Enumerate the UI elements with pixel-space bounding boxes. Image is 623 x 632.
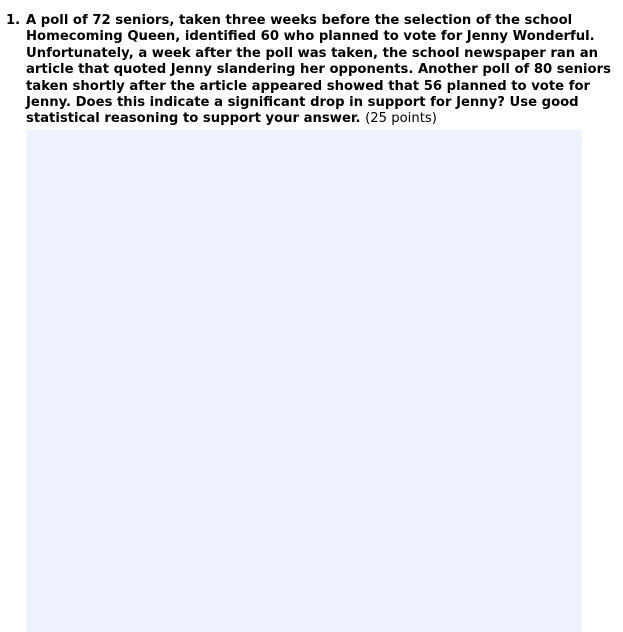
question-line: Homecoming Queen, identified 60 who planned to vote for Jenny Wonderful. <box>26 29 595 45</box>
question-line: statistical reasoning to support your answer. <box>26 111 361 127</box>
answer-input-area[interactable] <box>26 130 582 632</box>
question-block <box>6 13 618 128</box>
question-text <box>26 13 618 128</box>
question-points: (25 points) <box>365 111 437 127</box>
question-line: A poll of 72 seniors, taken three weeks before the selection of the school <box>26 13 573 28</box>
question-line: article that quoted Jenny slandering her opponents. Another poll of 80 seniors <box>26 62 611 78</box>
question-line: taken shortly after the article appeared showed that 56 planned to vote for <box>26 78 591 94</box>
question-line: Jenny. Does this indicate a significant drop in support for Jenny? Use good <box>26 95 579 111</box>
question-line-last <box>26 111 618 127</box>
question-number: 1. <box>6 13 21 28</box>
question-line: Unfortunately, a week after the poll was taken, the school newspaper ran an <box>26 45 599 61</box>
